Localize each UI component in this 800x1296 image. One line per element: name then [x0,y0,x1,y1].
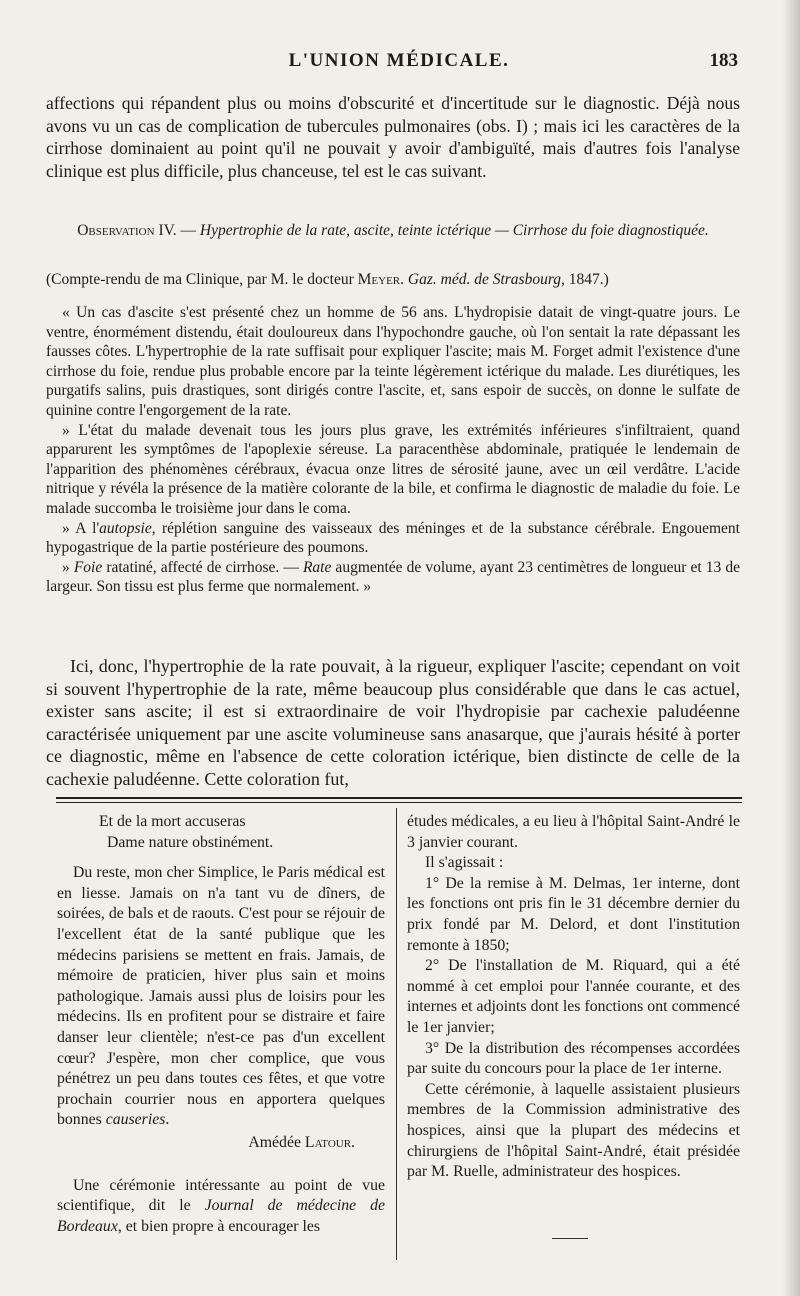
main-body-paragraph [46,655,740,791]
intro-paragraph [46,92,740,182]
observation-source [46,270,740,290]
quote-paragraph-1: « Un cas d'ascite s'est présenté chez un homme de 56 ans. L'hydropisie datait de vingt-quatre jours. Le ventre, énormément distendu, était douloureux dans l'hypochondre gauche, où l'on sentait la rate dépassant les fausses côtes. L'hypertrophie de la rate suffisait pour expliquer l'ascite; mais M. Forget admit l'existence d'une cirrhose du foie, rendue plus probable encore par la teinte légèrement ictérique du malade. Les diurétiques, les purgatifs salins, puis drastiques, sont dirigés contre l'ascite, et, sans espoir de succès, on donne le sulfate de quinine contre l'engorgement de la rate. [46,304,740,419]
feuilleton-p2-start: Une cérémonie intéressante au point de vue scientifique, dit le [57,1176,385,1215]
feuilleton-p1-end: . [165,1111,170,1129]
source-mid: . [400,271,408,288]
quote-paragraph-2: » L'état du malade devenait tous les jours plus grave, les extrémités inférieures s'infiltraient, quand apparurent les symptômes de l'apoplexie séreuse. La paracenthèse abdominale, pratiquée le lendemain de l'apparition des phénomènes cérébraux, évacua onze litres de sérosité jaune, avec un œil verdâtre. L'acide nitrique y révéla la présence de la matière colorante de la bile, et confirma le diagnostic de maladie du foie. Le malade succomba le troisième jour dans le coma. [46,421,740,517]
signature [57,1133,385,1154]
feuilleton-left-column [57,812,385,1237]
quote-p3-rest: , réplétion sanguine des vaisseaux des méninges et de la substance cérébrale. Engouement hypogastrique de la partie postérieure des poumons. [46,519,740,557]
right-list-item-2: 2° De l'installation de M. Riquard, qui a été nommé à cet emploi pour l'année courante, et des internes et adjoints dont les fonctions ont commencé le 1er janvier; [407,957,740,1036]
page-header [60,50,738,78]
feuilleton-paragraph-1 [57,863,385,1131]
feuilleton-rule-thin [56,802,742,803]
quote-p4-start: » [62,558,74,576]
quote-p3-start: » A l' [62,519,100,537]
observation-title: Hypertrophie de la rate, ascite, teinte ictérique — Cirrhose du foie diagnostiquée. [199,222,709,239]
observation-heading [46,221,740,241]
quote-p4-rest: augmentée de volume, ayant 23 centimètres de longueur et 13 de largeur. Son tissu est plus ferme que normalement. » [46,558,741,596]
column-divider [396,808,397,1260]
body-text: Ici, donc, l'hypertrophie de la rate pouvait, à la rigueur, expliquer l'ascite; cependant on voit si souvent l'hypertrophie de la rate, même beaucoup plus considérable que dans le cas actuel, exister sans ascite; il est si extraordinaire de voir l'hydropisie par cachexie paludéenne caractérisée uniquement par une ascite volumineuse sans anasarque, que j'aurais hésité à porter ce diagnostic, même en l'absence de cette coloration ictérique, bien distincte de celle de la cachexie paludéenne. Cette coloration fut, [46,656,740,789]
feuilleton-right-column [407,812,740,1183]
feuilleton-p2-end: , et bien propre à encourager les [117,1217,321,1235]
right-paragraph-2: Il s'agissait : [425,854,504,872]
quote-p4-mid: ratatiné, affecté de cirrhose. — [102,558,303,576]
signature-first: Amédée [248,1133,305,1151]
right-paragraph-1: études médicales, a eu lieu à l'hôpital Saint-André le 3 janvier courant. [407,813,740,851]
feuilleton-paragraph-2 [57,1176,385,1238]
right-list-item-3: 3° De la distribution des récompenses accordées par suite du concours pour la place de 1er interne. [407,1039,740,1078]
case-report-quote [46,303,740,597]
quote-p4-foie: Foie [73,558,103,576]
observation-label: Observation IV. [77,222,177,239]
quote-paragraph-4 [46,558,740,597]
right-paragraph-3: Cette cérémonie, à laquelle assistaient plusieurs membres de la Commission administrative des hospices, ainsi que la plupart des médecins et chirurgiens de l'hôpital Saint-André, était présidée par M. Ruelle, administrateur des hospices. [407,1080,740,1181]
signature-last: Latour [304,1133,352,1151]
feuilleton-rule-thick [56,797,742,799]
feuilleton-p2-journal: Journal de médecine de Bordeaux [57,1197,385,1235]
verse-line-1: Et de la mort accuseras [99,813,246,830]
source-prefix: (Compte-rendu de ma Clinique, par M. le docteur [46,271,358,288]
observation-dash: — [176,222,200,239]
signature-end: . [351,1133,355,1151]
intro-text: affections qui répandent plus ou moins d'obscurité et d'incertitude sur le diagnostic. Déjà nous avons vu un cas de complication de tubercules pulmonaires (obs. I) ; mais ici les caractères de la cirrhose dominaient au point qu'il ne pouvait y avoir d'ambiguïté, mais d'autres fois l'analyse clinique est plus difficile, plus chanceuse, tel est le cas suivant. [46,93,740,181]
quote-p4-rate: Rate [302,558,332,576]
source-author: Meyer [357,271,401,288]
feuilleton-p1-causeries: causeries [105,1111,166,1129]
page-edge-shadow [782,0,800,1296]
end-short-rule [552,1238,588,1239]
feuilleton-p1-text: Du reste, mon cher Simplice, le Paris médical est en liesse. Jamais on n'a tant vu de dîners, de soirées, de bals et de raouts. C'est pour se réjouir de l'excellent état de la santé publique que les médecins parisiens se mettent en frais. Jamais, de mémoire de praticien, hiver plus sain et moins pathologique. Jamais aussi plus de loisirs pour les médecins. Ils en profitent pour se distraire et faire danser leur clientèle; n'est-ce pas d'un excellent cœur? J'espère, mon cher complice, que vous pénétrez un peu dans toutes ces fêtes, et que votre prochain courrier nous en apportera quelques bonnes [57,864,385,1129]
source-journal: Gaz. méd. de Strasbourg, [407,271,565,288]
verse-line-2: Dame nature obstinément. [107,833,274,851]
running-title: L'UNION MÉDICALE. [288,50,510,71]
quote-paragraph-3 [46,519,740,558]
source-year: 1847.) [564,271,609,288]
quote-p3-autopsie: autopsie [99,519,152,537]
page-number: 183 [709,50,738,71]
right-list-item-1: 1° De la remise à M. Delmas, 1er interne, dont les fonctions ont pris fin le 31 décembre dernier du prix fondé par M. Delord, et dont l'institution remonte à 1850; [407,874,740,954]
